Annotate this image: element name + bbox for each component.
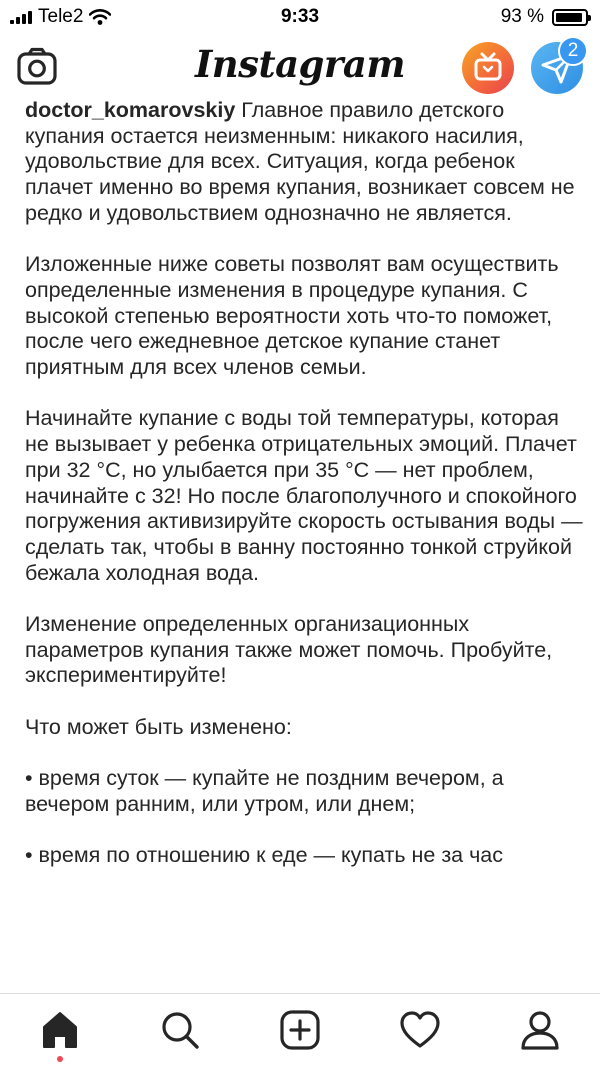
igtv-button[interactable] <box>462 42 514 94</box>
battery-icon <box>552 9 588 26</box>
caption-paragraph: Изменение определенных организационных параметров купания также может помочь. Пробуйте, экспериментируйте! <box>25 612 553 688</box>
caption-paragraph: Изложенные ниже советы позволят вам осуществить определенные изменения в процедуре купания. С высокой степенью вероятности хоть что-то поможет, после чего ежедневное детское купание станет приятным для всех членов семьи. <box>25 252 559 380</box>
active-tab-indicator <box>57 1056 63 1062</box>
activity-heart-icon <box>399 1010 441 1050</box>
status-bar <box>0 0 600 34</box>
instagram-logo: Instagram <box>194 42 406 86</box>
tab-home[interactable] <box>30 1006 90 1054</box>
profile-icon <box>520 1010 560 1050</box>
bottom-tab-bar <box>0 993 600 1066</box>
caption-paragraph: doctor_komarovskiy Главное правило детского купания остается неизменным: никакого насилия, удовольствие для всех. Ситуация, когда ребенок плачет именно во время купания, возникает совсем не редко и удовольствием однозначно не является. <box>25 98 575 225</box>
tab-search[interactable] <box>150 1006 210 1054</box>
post-caption <box>25 98 585 993</box>
carrier-name: Tele2 <box>38 6 84 27</box>
tab-activity[interactable] <box>390 1006 450 1054</box>
battery-area <box>501 6 588 28</box>
tab-new-post[interactable] <box>270 1006 330 1054</box>
home-icon <box>40 1010 80 1050</box>
caption-list-item: • время суток — купайте не поздним вечером, а вечером ранним, или утром, или днем; <box>25 766 504 816</box>
tab-profile[interactable] <box>510 1006 570 1054</box>
new-post-icon <box>280 1010 320 1050</box>
igtv-icon <box>462 42 514 94</box>
app-header <box>0 34 600 98</box>
status-time: 9:33 <box>280 6 320 27</box>
caption-paragraph: Начинайте купание с воды той температуры, которая не вызывает у ребенка отрицательных эмоций. Плачет при 32 °С, но улыбается при 35 °С — нет проблем, начинайте с 32! Но после благополучного и спокойного погружения активизируйте скорость остывания воды — сделать так, чтобы в ванну постоянно тонкой струйкой бежала холодная вода. <box>25 406 583 585</box>
search-icon <box>160 1010 200 1050</box>
post-username[interactable]: doctor_komarovskiy <box>25 98 236 122</box>
battery-percent: 93 % <box>500 6 544 27</box>
direct-message-badge: 2 <box>558 36 588 66</box>
caption-list-item: • время по отношению к еде — купать не за час <box>25 843 504 868</box>
caption-paragraph: Что может быть изменено: <box>25 714 292 739</box>
